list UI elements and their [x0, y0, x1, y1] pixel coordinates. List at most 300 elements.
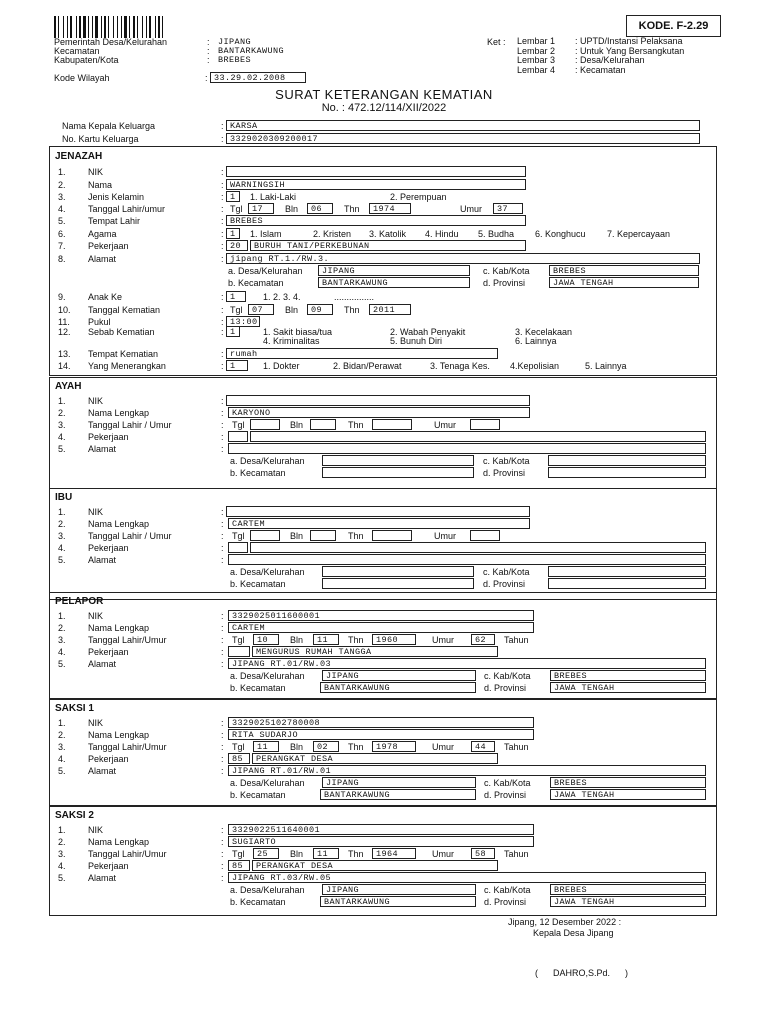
prov-label: d. Provinsi [484, 683, 527, 693]
colon: : [221, 507, 224, 517]
sebab-field-value: 1 [230, 327, 236, 337]
barcode-bar [70, 16, 72, 38]
prov-field[interactable] [549, 277, 699, 288]
thn-label: Thn [344, 305, 360, 315]
pekerjaan-code-field[interactable] [228, 542, 248, 553]
tgl-field[interactable] [253, 634, 279, 645]
thn-field[interactable] [372, 634, 416, 645]
barcode-bar [95, 16, 98, 38]
nama-field[interactable] [228, 518, 530, 529]
nik-field[interactable] [226, 166, 526, 177]
pekerjaan-label: Pekerjaan [88, 647, 129, 657]
colon: : [221, 229, 224, 239]
row-number: 12. [58, 327, 71, 337]
row-number: 5. [58, 444, 66, 454]
thn-label: Thn [348, 742, 364, 752]
kab-label: c. Kab/Kota [484, 778, 531, 788]
prov-field[interactable] [550, 789, 706, 800]
tgl-field-value: 17 [252, 204, 264, 214]
barcode-bar [149, 16, 151, 38]
row-number: 4. [58, 204, 66, 214]
bln-field-value: 06 [311, 204, 323, 214]
colon: : [221, 292, 224, 302]
agama-option: 7. Kepercayaan [607, 229, 671, 239]
colon: : [221, 873, 224, 883]
barcode-bar [117, 16, 118, 38]
nik-field-value: 3329025011600001 [232, 611, 321, 621]
umur-field[interactable] [471, 848, 495, 859]
nama-field-value: RITA SUDARJO [232, 730, 299, 740]
mati-bln-field[interactable] [307, 304, 333, 315]
barcode-bar [129, 16, 130, 38]
nama-lengkap-label: Nama Lengkap [88, 408, 150, 418]
desa-label: a. Desa/Kelurahan [230, 778, 305, 788]
row-number: 14. [58, 361, 71, 371]
pekerjaan-field[interactable] [250, 431, 706, 442]
prov-label: d. Provinsi [483, 579, 526, 589]
nik-field[interactable] [228, 610, 534, 621]
bln-label: Bln [285, 204, 299, 214]
sebab-field[interactable] [226, 326, 240, 337]
nama-field[interactable] [228, 407, 530, 418]
bln-field-value: 11 [317, 635, 329, 645]
menerangkan-option: 4.Kepolisian [510, 361, 560, 371]
row-number: 1. [58, 507, 66, 517]
menerangkan-field[interactable] [226, 360, 248, 371]
colon: : [207, 37, 210, 47]
umur-field-value: 58 [475, 849, 487, 859]
kab-field-value: BREBES [554, 885, 588, 895]
colon: : [221, 432, 224, 442]
pekerjaan-field[interactable] [252, 646, 498, 657]
section-title: JENAZAH [55, 151, 103, 162]
desa-label: a. Desa/Kelurahan [230, 885, 305, 895]
sebab-option: 5. Bunuh Diri [390, 336, 443, 346]
barcode-bar [83, 16, 86, 38]
kab-field-value: BREBES [554, 671, 588, 681]
pekerjaan-label: Pekerjaan [88, 861, 129, 871]
tahun-label: Tahun [504, 635, 529, 645]
nama-field[interactable] [228, 622, 534, 633]
kecamatan-field[interactable] [320, 896, 476, 907]
kab-field-value: BREBES [554, 778, 588, 788]
agama-field-value: 1 [230, 229, 236, 239]
tgl-field[interactable] [250, 530, 280, 541]
colon: : [221, 408, 224, 418]
umur-field[interactable] [471, 741, 495, 752]
tgl-field[interactable] [253, 848, 279, 859]
colon: : [221, 420, 224, 430]
pekerjaan-code-field-value: 20 [230, 241, 242, 251]
nama-field-value: WARNINGSIH [230, 180, 286, 190]
kecamatan-label: b. Kecamatan [230, 579, 286, 589]
bln-label: Bln [290, 420, 304, 430]
colon: : [221, 837, 224, 847]
section-title: IBU [55, 492, 73, 503]
tempat-lahir-field[interactable] [226, 215, 526, 226]
sebab-option: 4. Kriminalitas [263, 336, 320, 346]
place-date: Jipang, 12 Desember 2022 : [508, 917, 622, 927]
kecamatan-label: Kecamatan [54, 46, 100, 56]
bln-field[interactable] [313, 741, 339, 752]
kab-field[interactable] [548, 566, 706, 577]
row-number: 11. [58, 317, 70, 327]
row-number: 4. [58, 432, 66, 442]
alamat-field[interactable] [228, 554, 706, 565]
pekerjaan-code-field[interactable] [226, 240, 248, 251]
alamat-field-value: JIPANG RT.03/RW.05 [232, 873, 332, 883]
tgl-field[interactable] [250, 419, 280, 430]
kabupaten-value: BREBES [218, 55, 252, 65]
jenis-kelamin-field-value: 1 [230, 192, 236, 202]
tgl-field-value: 25 [257, 849, 269, 859]
desa-field-value: JIPANG [322, 266, 356, 276]
barcode-bar [58, 16, 59, 38]
prov-label: d. Provinsi [483, 278, 526, 288]
lembar-item: Lembar 4 : Kecamatan [517, 64, 626, 75]
colon: : [221, 216, 224, 226]
colon: : [221, 849, 224, 859]
umur-label: Umur [434, 420, 456, 430]
thn-field-value: 1978 [376, 742, 399, 752]
prov-field-value: JAWA TENGAH [554, 790, 615, 800]
kab-field-value: BREBES [553, 266, 587, 276]
agama-label: Agama [88, 229, 117, 239]
barcode-bar [124, 16, 127, 38]
nama-field[interactable] [226, 179, 526, 190]
prov-field-value: JAWA TENGAH [554, 683, 615, 693]
colon: : [221, 192, 224, 202]
agama-option: 2. Kristen [313, 229, 352, 239]
umur-field[interactable] [470, 530, 500, 541]
umur-field-value: 44 [475, 742, 487, 752]
thn-field[interactable] [372, 419, 412, 430]
agama-option: 4. Hindu [425, 229, 459, 239]
sebab-label: Sebab Kematian [88, 327, 155, 337]
kecamatan-field[interactable] [320, 789, 476, 800]
kab-label: c. Kab/Kota [484, 671, 531, 681]
kecamatan-label: b. Kecamatan [230, 683, 286, 693]
desa-field-value: JIPANG [326, 778, 360, 788]
pekerjaan-label: Pekerjaan [88, 432, 129, 442]
kab-field[interactable] [549, 265, 699, 276]
row-number: 2. [58, 408, 66, 418]
row-number: 1. [58, 825, 66, 835]
kecamatan-field-value: BANTARKAWUNG [324, 790, 391, 800]
colon: : [221, 305, 224, 315]
prov-field[interactable] [550, 682, 706, 693]
kepala-keluarga-value: KARSA [230, 121, 258, 131]
kecamatan-label: b. Kecamatan [230, 790, 286, 800]
alamat-label: Alamat [88, 444, 117, 454]
barcode-bar [92, 16, 93, 38]
row-number: 3. [58, 420, 66, 430]
colon: : [221, 730, 224, 740]
row-number: 5. [58, 216, 66, 226]
tgl-label: Tgl [232, 849, 245, 859]
tgl-field-value: 11 [257, 742, 269, 752]
pemerintah-value: JIPANG [218, 37, 252, 47]
section-title: PELAPOR [55, 596, 104, 607]
bln-field-value: 11 [317, 849, 329, 859]
kecamatan-field[interactable] [322, 578, 474, 589]
pekerjaan-field[interactable] [252, 753, 498, 764]
thn-field[interactable] [372, 741, 416, 752]
tgl-label: Tgl [232, 531, 245, 541]
section-title: SAKSI 2 [55, 810, 94, 821]
pekerjaan-field[interactable] [250, 542, 706, 553]
document-title: SURAT KETERANGAN KEMATIAN [275, 87, 493, 102]
pekerjaan-code-field[interactable] [228, 646, 250, 657]
barcode-bar [79, 16, 81, 38]
desa-field[interactable] [322, 566, 474, 577]
desa-label: a. Desa/Kelurahan [230, 671, 305, 681]
prov-field[interactable] [548, 467, 706, 478]
colon: : [221, 241, 224, 251]
pekerjaan-label: Pekerjaan [88, 543, 129, 553]
colon: : [221, 531, 224, 541]
colon: : [221, 742, 224, 752]
row-number: 5. [58, 766, 66, 776]
barcode-bar [88, 16, 89, 38]
barcode-bar [142, 16, 143, 38]
desa-field[interactable] [322, 670, 476, 681]
colon: : [221, 659, 224, 669]
pekerjaan-code-field[interactable] [228, 753, 250, 764]
pekerjaan-field[interactable] [250, 240, 526, 251]
tgl-lahir-label: Tanggal Lahir/Umur [88, 742, 167, 752]
barcode-bar [101, 16, 102, 38]
tanggal-kematian-label: Tanggal Kematian [88, 305, 161, 315]
kab-label: c. Kab/Kota [483, 567, 530, 577]
pekerjaan-field[interactable] [252, 860, 498, 871]
kepala-keluarga-label: Nama Kepala Keluarga [62, 121, 156, 131]
colon: : [207, 55, 210, 65]
nik-field[interactable] [228, 717, 534, 728]
lembar-item: Lembar 2 : Untuk Yang Bersangkutan [517, 45, 685, 56]
barcode-bar [162, 16, 163, 38]
row-number: 2. [58, 180, 66, 190]
prov-field-value: JAWA TENGAH [553, 278, 614, 288]
alamat-field[interactable] [226, 253, 700, 264]
kecamatan-value: BANTARKAWUNG [218, 46, 285, 56]
alamat-field[interactable] [228, 658, 706, 669]
colon: : [221, 611, 224, 621]
alamat-field-value: jipang RT.1./RW.3. [230, 254, 330, 264]
kecamatan-field-value: BANTARKAWUNG [324, 897, 391, 907]
tempat-kematian-field[interactable] [226, 348, 498, 359]
tgl-field[interactable] [248, 203, 274, 214]
nik-field[interactable] [228, 824, 534, 835]
row-number: 5. [58, 555, 66, 565]
mati-tgl-field[interactable] [248, 304, 274, 315]
pekerjaan-code-field-value: 85 [232, 754, 244, 764]
bln-field[interactable] [310, 419, 336, 430]
nama-field[interactable] [228, 729, 534, 740]
prov-field[interactable] [550, 896, 706, 907]
nama-field[interactable] [228, 836, 534, 847]
mati-thn-field[interactable] [369, 304, 411, 315]
kab-field[interactable] [550, 884, 706, 895]
desa-label: a. Desa/Kelurahan [230, 456, 305, 466]
barcode-bar [54, 16, 56, 38]
desa-field-value: JIPANG [326, 885, 360, 895]
colon: : [221, 361, 224, 371]
row-number: 4. [58, 647, 66, 657]
kab-label: c. Kab/Kota [483, 266, 530, 276]
alamat-field[interactable] [228, 443, 706, 454]
bln-label: Bln [285, 305, 299, 315]
desa-field[interactable] [322, 455, 474, 466]
umur-field-value: 37 [497, 204, 509, 214]
prov-field-value: JAWA TENGAH [554, 897, 615, 907]
tgl-label: Tgl [230, 204, 243, 214]
nik-field[interactable] [226, 395, 530, 406]
thn-field-value: 1960 [376, 635, 399, 645]
kode-wilayah-box[interactable] [210, 72, 306, 83]
thn-field[interactable] [372, 848, 416, 859]
bln-field[interactable] [313, 848, 339, 859]
nik-label: NIK [88, 507, 104, 517]
nama-field-value: CARTEM [232, 519, 266, 529]
tgl-field[interactable] [253, 741, 279, 752]
alamat-field-value: JIPANG RT.01/RW.01 [232, 766, 332, 776]
row-number: 2. [58, 837, 66, 847]
tempat-kematian-field-value: rumah [230, 349, 258, 359]
umur-field[interactable] [471, 634, 495, 645]
anak-ke-field[interactable] [226, 291, 246, 302]
colon: : [221, 349, 224, 359]
agama-option: 3. Katolik [369, 229, 407, 239]
mati-thn-field-value: 2011 [373, 305, 396, 315]
thn-field[interactable] [372, 530, 412, 541]
anak-ke-options: 1. 2. 3. 4. [263, 292, 301, 302]
row-number: 3. [58, 635, 66, 645]
menerangkan-option: 1. Dokter [263, 361, 300, 371]
kecamatan-label: b. Kecamatan [230, 468, 286, 478]
row-number: 3. [58, 192, 66, 202]
umur-label: Umur [432, 849, 454, 859]
bln-label: Bln [290, 742, 304, 752]
kab-field[interactable] [550, 670, 706, 681]
colon: : [221, 327, 224, 337]
nik-label: NIK [88, 611, 104, 621]
colon: : [221, 543, 224, 553]
sebab-option: 2. Wabah Penyakit [390, 327, 466, 337]
thn-field[interactable] [369, 203, 411, 214]
kecamatan-field[interactable] [320, 682, 476, 693]
tempat-kematian-label: Tempat Kematian [88, 349, 159, 359]
kode-wilayah-value: 33.29.02.2008 [214, 73, 286, 83]
anak-ke-field-value: 1 [230, 292, 236, 302]
jenis-kelamin-field[interactable] [226, 191, 240, 202]
tgl-lahir-label: Tanggal Lahir / Umur [88, 531, 172, 541]
row-number: 6. [58, 229, 66, 239]
umur-field[interactable] [470, 419, 500, 430]
umur-label: Umur [432, 635, 454, 645]
kepala-keluarga-field[interactable] [226, 120, 700, 131]
nik-label: NIK [88, 718, 104, 728]
kk-label: No. Kartu Keluarga [62, 134, 139, 144]
agama-option: 6. Konghucu [535, 229, 586, 239]
row-number: 1. [58, 167, 66, 177]
kabupaten-label: Kabupaten/Kota [54, 55, 119, 65]
row-number: 7. [58, 241, 66, 251]
tgl-lahir-label: Tanggal Lahir/umur [88, 204, 166, 214]
pekerjaan-label: Pekerjaan [88, 754, 129, 764]
nama-field-value: CARTEM [232, 623, 266, 633]
kab-field[interactable] [548, 455, 706, 466]
row-number: 1. [58, 718, 66, 728]
kk-field[interactable] [226, 133, 700, 144]
colon: : [221, 766, 224, 776]
desa-field[interactable] [322, 777, 476, 788]
agama-field[interactable] [226, 228, 240, 239]
sebab-option: 3. Kecelakaan [515, 327, 573, 337]
nik-field[interactable] [226, 506, 530, 517]
menerangkan-option: 2. Bidan/Perawat [333, 361, 402, 371]
bln-field[interactable] [307, 203, 333, 214]
pekerjaan-label: Pekerjaan [88, 241, 129, 251]
kecamatan-field[interactable] [318, 277, 470, 288]
thn-field-value: 1964 [376, 849, 399, 859]
alamat-field[interactable] [228, 765, 706, 776]
nama-lengkap-label: Nama Lengkap [88, 837, 150, 847]
alamat-field[interactable] [228, 872, 706, 883]
signer-position: Kepala Desa Jipang [533, 928, 614, 938]
kab-field[interactable] [550, 777, 706, 788]
desa-field[interactable] [322, 884, 476, 895]
desa-field[interactable] [318, 265, 470, 276]
colon: : [221, 647, 224, 657]
bln-label: Bln [290, 635, 304, 645]
umur-field[interactable] [493, 203, 523, 214]
thn-label: Thn [348, 849, 364, 859]
pekerjaan-code-field[interactable] [228, 860, 250, 871]
desa-label: a. Desa/Kelurahan [228, 266, 303, 276]
row-number: 1. [58, 396, 66, 406]
row-number: 4. [58, 861, 66, 871]
nik-label: NIK [88, 396, 104, 406]
prov-field[interactable] [548, 578, 706, 589]
colon: : [221, 204, 224, 214]
alamat-label: Alamat [88, 254, 117, 264]
bln-field[interactable] [310, 530, 336, 541]
bln-label: Bln [290, 531, 304, 541]
kecamatan-field[interactable] [322, 467, 474, 478]
menerangkan-option: 3. Tenaga Kes. [430, 361, 490, 371]
agama-option: 1. Islam [250, 229, 282, 239]
kecamatan-label: b. Kecamatan [230, 897, 286, 907]
barcode-bar [137, 16, 138, 38]
bln-field[interactable] [313, 634, 339, 645]
tgl-label: Tgl [232, 635, 245, 645]
colon: : [221, 635, 224, 645]
kab-label: c. Kab/Kota [483, 456, 530, 466]
pukul-field-value: 13:00 [230, 317, 258, 327]
colon: : [221, 444, 224, 454]
colon: : [205, 73, 208, 83]
pekerjaan-code-field[interactable] [228, 431, 248, 442]
row-number: 9. [58, 292, 66, 302]
prov-label: d. Provinsi [483, 468, 526, 478]
barcode-bar [104, 16, 106, 38]
barcode-bar [76, 16, 77, 38]
mati-tgl-field-value: 07 [252, 305, 264, 315]
jenis-kelamin-label: Jenis Kelamin [88, 192, 145, 202]
barcode-bar [146, 16, 147, 38]
thn-label: Thn [348, 635, 364, 645]
